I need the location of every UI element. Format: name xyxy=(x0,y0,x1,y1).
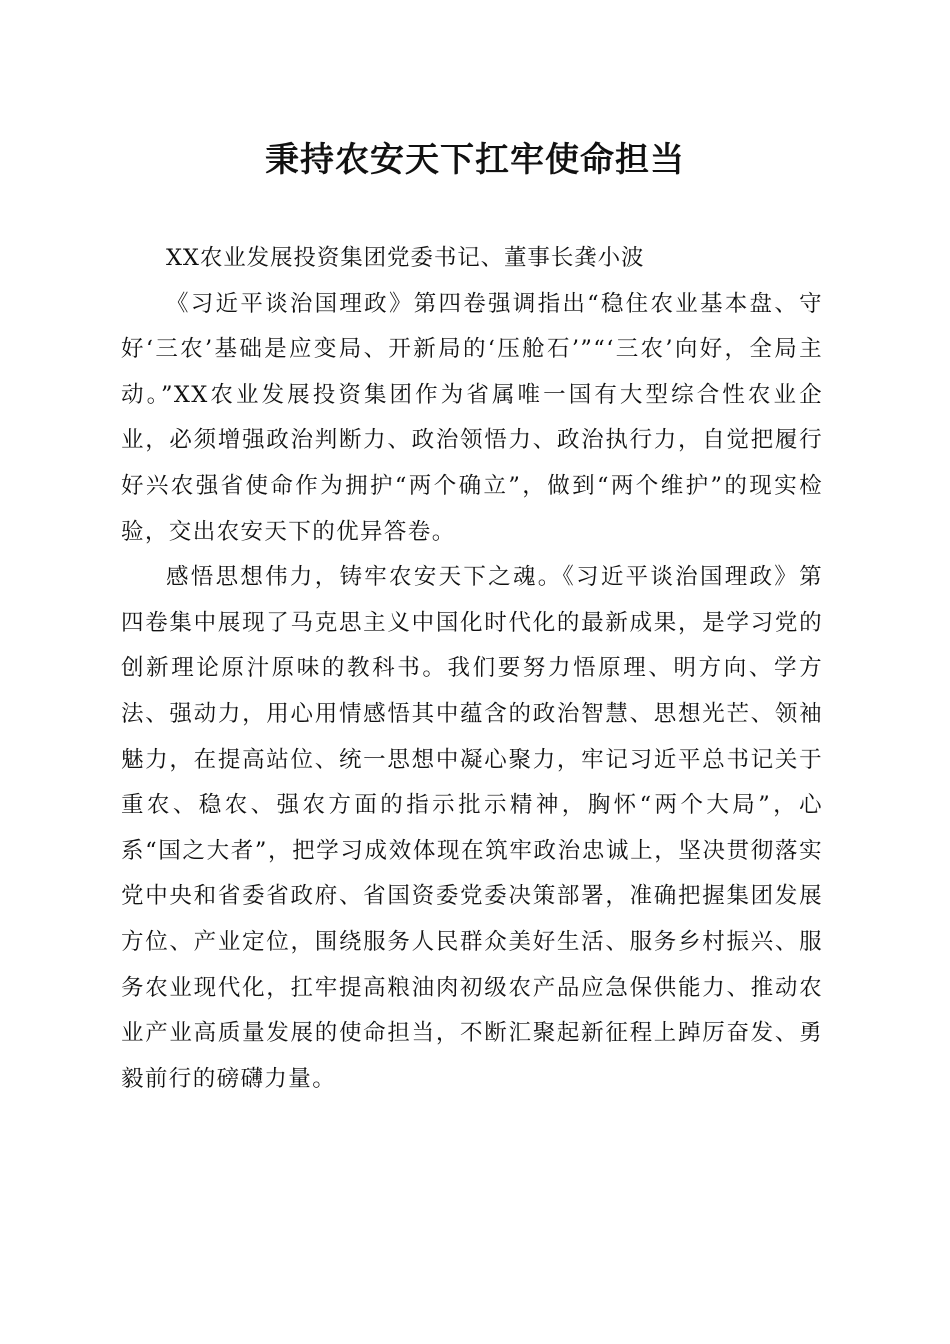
author-byline: XX农业发展投资集团党委书记、董事长龚小波 xyxy=(166,245,645,271)
document-title: 秉持农安天下扛牢使命担当 xyxy=(265,140,685,180)
paragraph-2: 感悟思想伟力，铸牢农安天下之魂。《习近平谈治国理政》第四卷集中展现了马克思主义中国化时代化的最新成果，是学习党的创新理论原汁原味的教科书。我们要努力悟原理、明方向、学方法、强动力，用心用情感悟其中蕴含的政治智慧、思想光芒、领袖魅力，在提高站位、统一思想中凝心聚力，牢记习近平总书记关于重农、稳农、强农方面的指示批示精神，胸怀“两个大局”，心系“国之大者”，把学习成效体现在筑牢政治忠诚上，坚决贯彻落实党中央和省委省政府、省国资委党委决策部署，准确把握集团发展方位、产业定位，围绕服务人民群众美好生活、服务乡村振兴、服务农业现代化，扛牢提高粮油肉初级农产品应急保供能力、推动农业产业高质量发展的使命担当，不断汇聚起新征程上踔厉奋发、勇毅前行的磅礴力量。 xyxy=(121,564,823,1092)
document-body xyxy=(121,236,823,1102)
paragraph-1: 《习近平谈治国理政》第四卷强调指出“稳住农业基本盘、守好‘三农’基础是应变局、开新局的‘压舱石’”“‘三农’向好，全局主动。”XX农业发展投资集团作为省属唯一国有大型综合性农业企业，必须增强政治判断力、政治领悟力、政治执行力，自觉把履行好兴农强省使命作为拥护“两个确立”，做到“两个维护”的现实检验，交出农安天下的优异答卷。 xyxy=(121,290,823,545)
